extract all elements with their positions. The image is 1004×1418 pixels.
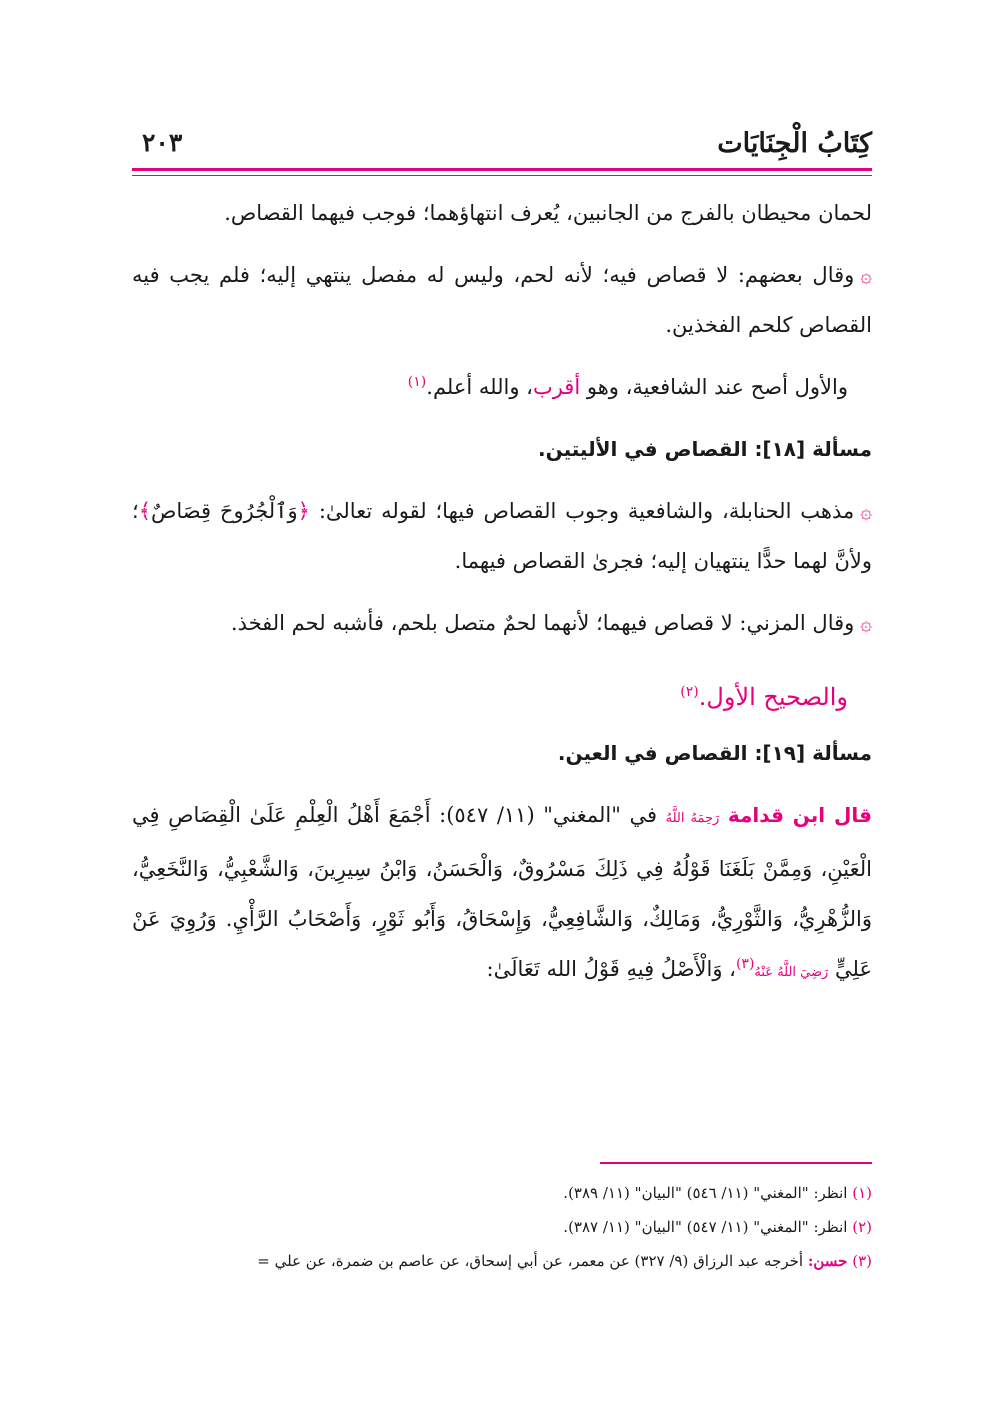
paragraph-4-post: ؛ ولأنَّ لهما حدًّا ينتهيان إليه؛ فجرىٰ القصاص فيهما. [132,499,872,573]
footnote-ref-2[interactable]: (٢) [680,684,699,700]
page-header [132,128,872,168]
footnote-text: انظر: "المغني" (١١/ ٥٤٦) "البيان" (١١/ ٣٨٩). [563,1184,848,1202]
paragraph-5-text: وقال المزني: لا قصاص فيهما؛ لأنهما لحمٌ متصل بلحم، فأشبه لحم الفخذ. [230,611,855,635]
section-label-19: مسألة [١٩]: [754,741,872,765]
header-rule-thin [132,175,872,176]
paragraph-1: لحمان محيطان بالفرج من الجانبين، يُعرف انتهاؤهما؛ فوجب فيهما القصاص. [224,201,872,225]
quran-open-bracket: ﴿ [297,499,310,523]
quote-text-1: في "المغني" (١١/ ٥٤٧): أَجْمَعَ أَهْلُ الْعِلْمِ عَلَىٰ الْقِصَاصِ فِي الْعَيْنِ، وَمِمَّنْ بَلَغَنَا قَوْلُهُ فِي ذَلِكَ مَسْرُوقٌ، وَالْحَسَنُ، وَابْنُ سِيرِينَ، وَالشَّعْبِيُّ، وَالنَّخَعِيُّ، وَالزُّهْرِيُّ، وَالثَّوْرِيُّ، وَمَالِكٌ، وَالشَّافِعِيُّ، وَإِسْحَاقُ، وَأَبُو ثَوْرٍ، وَأَصْحَابُ الرَّأْيِ. وَرُوِيَ عَنْ عَلِيٍّ [132,803,872,981]
honorific: رَحِمَهُ اللَّهُ [665,811,720,826]
paragraph-5 [132,598,872,648]
main-text [132,188,872,1010]
quote-text-2: ، وَالْأَصْلُ فِيهِ قَوْلُ الله تَعَالَىٰ: [486,957,736,981]
footnote-number: (١) [852,1184,872,1202]
quotation-paragraph [132,790,872,998]
footnote-rule [600,1162,872,1164]
paragraph-4 [132,486,872,586]
paragraph-2-text: وقال بعضهم: لا قصاص فيه؛ لأنه لحم، وليس له مفصل ينتهي إليه؛ فلم يجب فيه القصاص كلحم الفخذين. [132,263,872,337]
quran-close-bracket: ﴾ [138,499,151,523]
page-number: ٢٠٣ [142,128,183,157]
paragraph-2 [132,250,872,350]
honorific-2: رَضِيَ اللَّهُ عَنْهُ [754,965,829,980]
footnote-ref-1[interactable]: (١) [407,374,427,390]
footnote-number: (٣) [852,1252,872,1270]
flower-ornament-icon: ۞ [860,263,872,287]
paragraph-3-post: ، والله أعلم. [426,375,533,399]
grading-label: حسن: [807,1252,848,1270]
highlight-word: أقرب [532,375,581,399]
footnote-3 [132,1244,872,1278]
closing-text: والصحيح الأول. [698,683,848,711]
paragraph-3 [132,362,872,412]
section-title-19: القصاص في العين. [557,741,748,765]
header-rule-thick [132,168,872,171]
footnote-2 [132,1210,872,1244]
quote-speaker: قال ابن قدامة [727,803,872,827]
section-heading-19 [132,728,872,778]
paragraph-4-pre: مذهب الحنابلة، والشافعية وجوب القصاص فيها؛ لقوله تعالىٰ: [309,499,855,523]
footnote-text: انظر: "المغني" (١١/ ٥٤٧) "البيان" (١١/ ٣٨٧). [563,1218,848,1236]
closing-statement [132,672,872,722]
quran-verse: وَٱلْجُرُوحَ قِصَاصٌ [151,499,298,523]
footnote-text: أخرجه عبد الرزاق (٩/ ٣٢٧) عن معمر، عن أبي إسحاق، عن عاصم بن ضمرة، عن علي = [257,1252,808,1270]
footnotes [132,1176,872,1278]
book-title: كِتَابُ الْجِنَايَات [717,128,872,159]
footnote-ref-3[interactable]: (٣) [735,956,755,972]
section-heading-18 [132,424,872,474]
footnote-number: (٢) [852,1218,872,1236]
section-label-18: مسألة [١٨]: [754,437,872,461]
section-title-18: القصاص في الأليتين. [537,437,748,461]
paragraph-3-pre: والأول أصح عند الشافعية، وهو [580,375,848,399]
footnote-1 [132,1176,872,1210]
flower-ornament-icon: ۞ [860,611,872,635]
flower-ornament-icon: ۞ [860,499,872,523]
